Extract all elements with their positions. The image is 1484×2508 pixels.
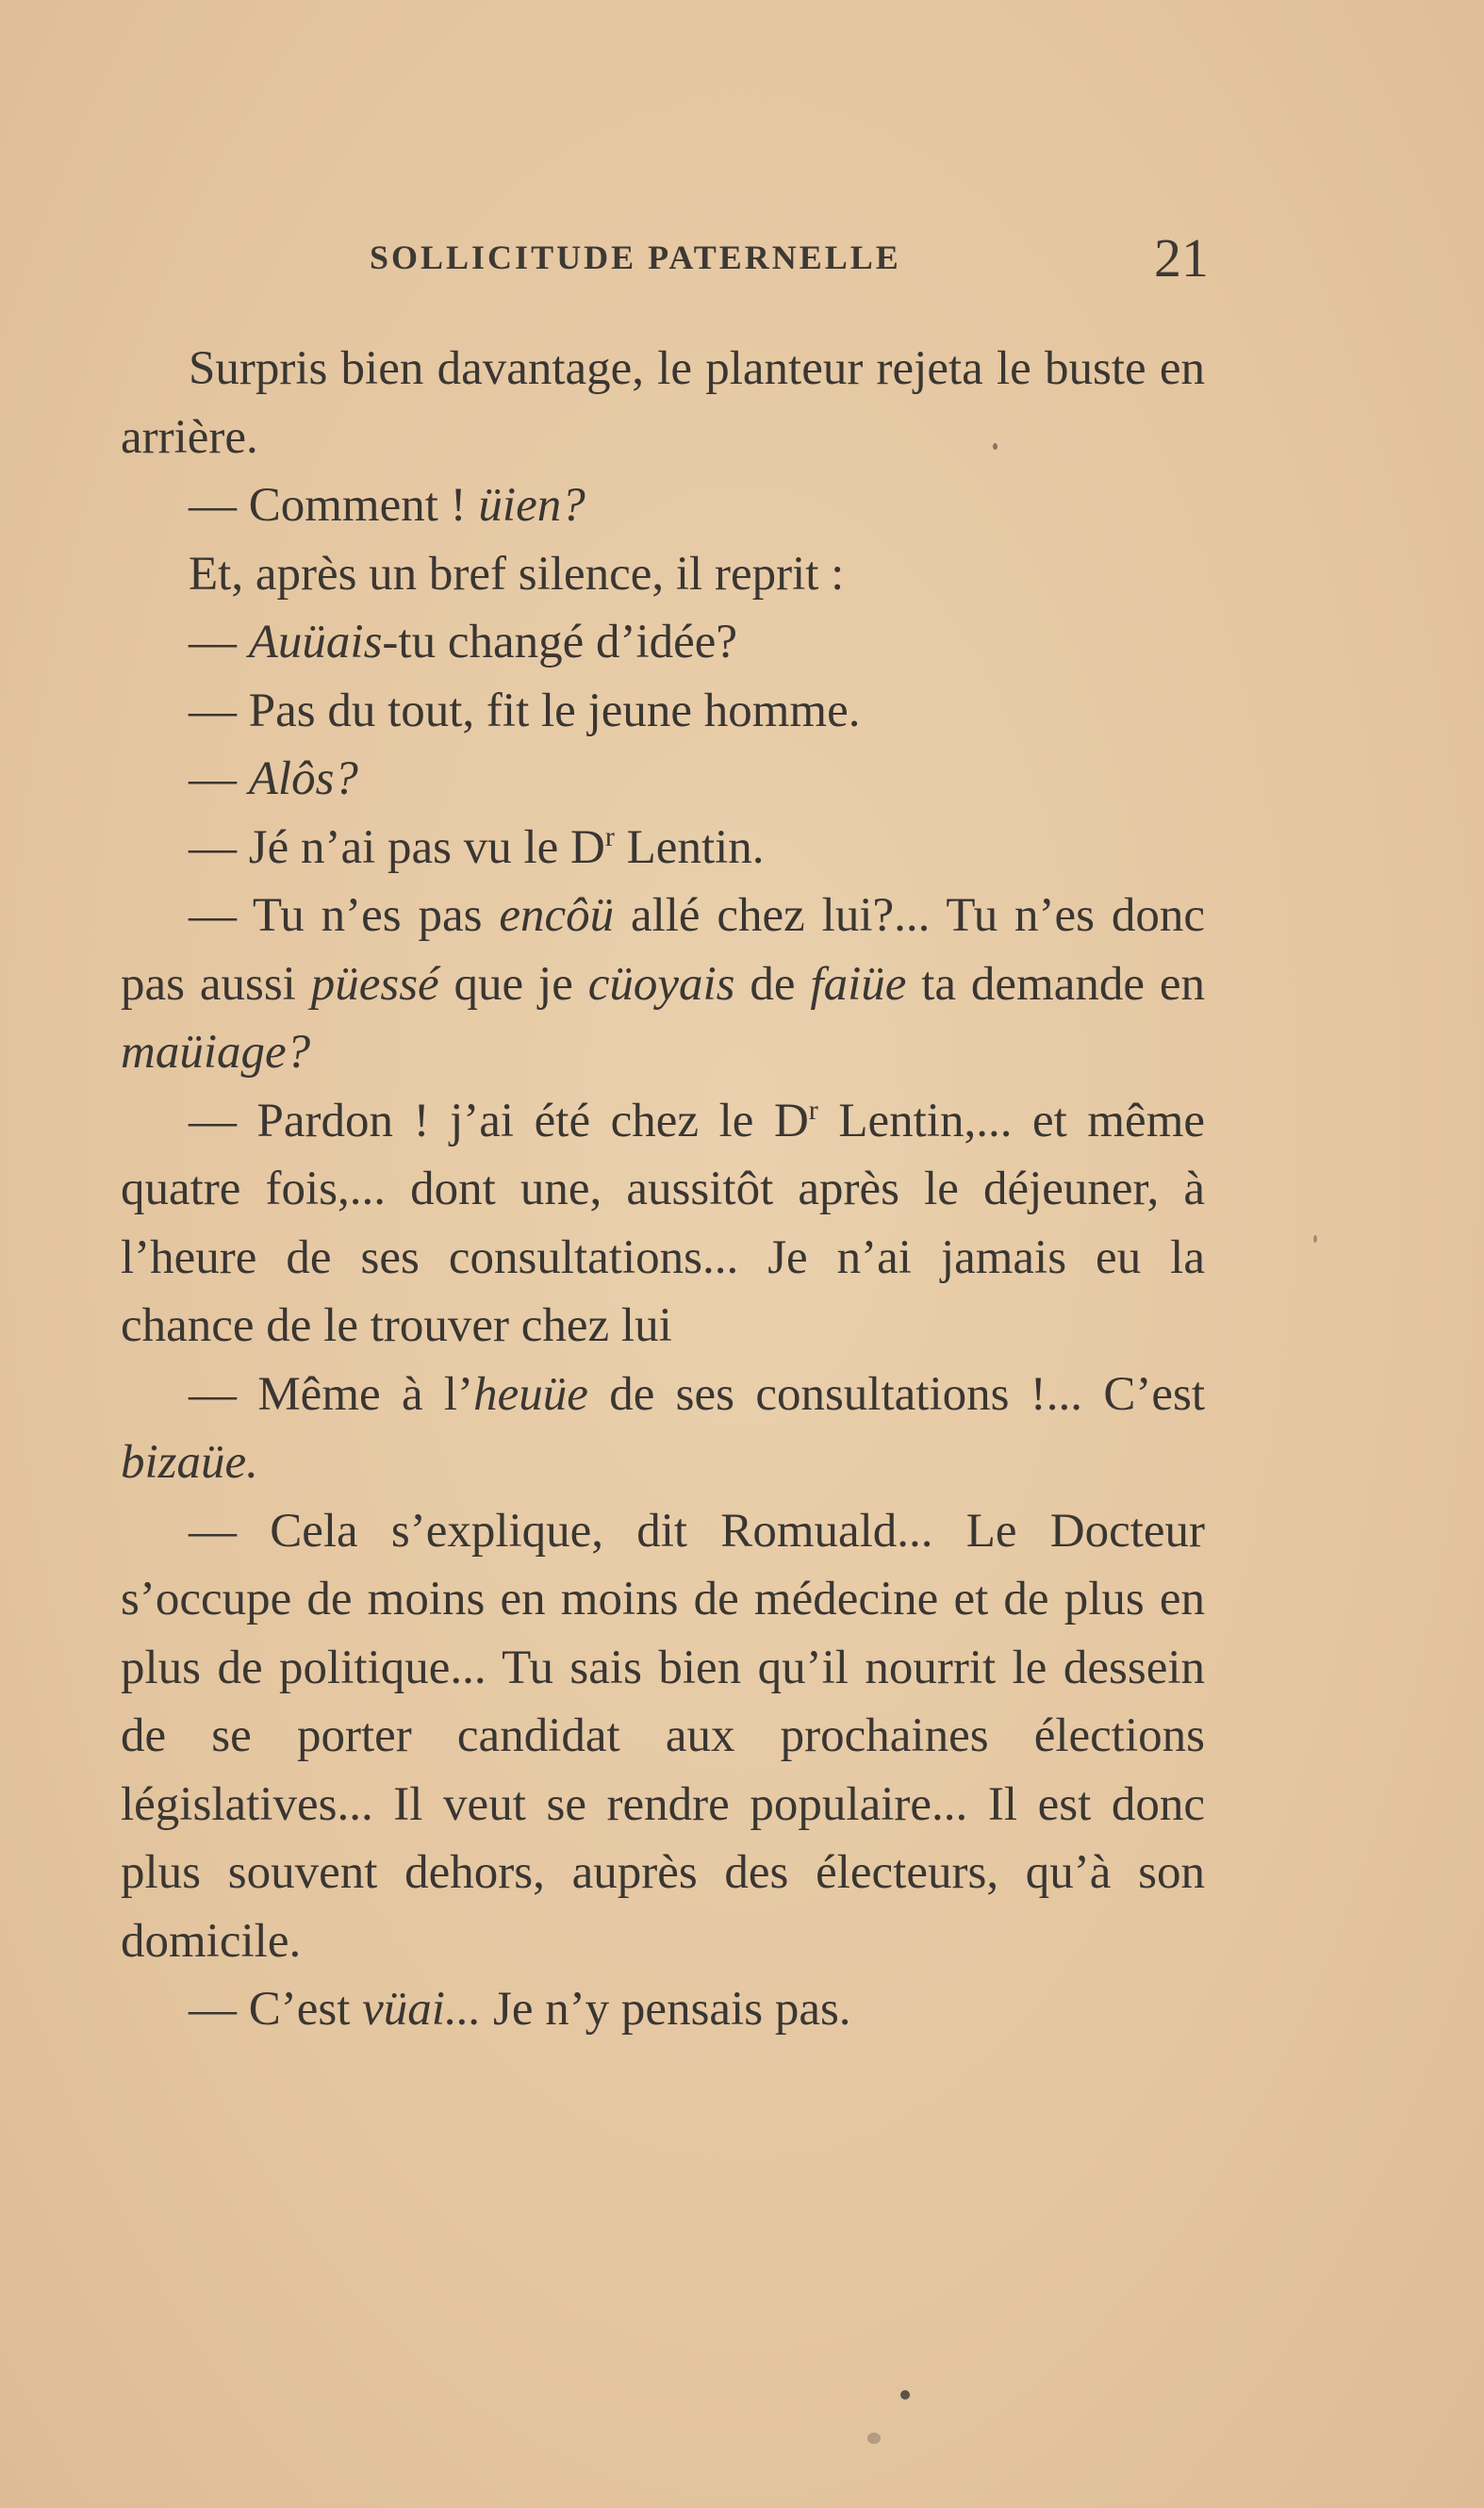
text-segment: Surpris bien davantage, le planteur rejeta le buste en arrière. <box>121 342 1205 464</box>
text-segment: Et, après un bref silence, il reprit : <box>189 547 845 601</box>
italic-text: Auüais <box>248 616 383 668</box>
text-segment: que je <box>438 957 588 1011</box>
text-segment: — Pas du tout, fit le jeune homme. <box>189 684 861 737</box>
text-segment: — Tu n’es pas <box>189 889 500 942</box>
dialogue-line <box>121 745 1205 814</box>
dialogue-line <box>121 608 1205 677</box>
dialogue-line <box>121 471 1205 540</box>
italic-text: vüai... <box>362 1983 482 2036</box>
paragraph <box>121 540 1205 609</box>
paper-speck <box>900 2390 910 2400</box>
text-segment: Je n’y pensais pas. <box>481 1983 851 2036</box>
text-segment: Lentin. <box>614 820 765 874</box>
italic-text: encôü <box>499 889 615 942</box>
text-segment: — Cela s’explique, dit Romuald... Le Docteur s’occupe de moins en moins de médecine et de plus en plus de politique... Tu sais bien qu’il nourrit le dessein de se porter candidat aux prochaines élections législatives... Il veut se rendre populaire... Il est donc plus souvent dehors, auprès des électeurs, qu’à son domicile. <box>121 1504 1205 1968</box>
text-segment: Lentin,... et même quatre fois,... dont une, aussitôt après le déjeuner, à l’heure de ses consultations... Je n’ai jamais eu la chance de le trouver chez lui <box>121 1094 1206 1352</box>
text-segment: de ses consultations !... C’est <box>587 1367 1206 1421</box>
dialogue-line <box>121 677 1205 746</box>
dialogue-line <box>121 1975 1205 2044</box>
superscript-text: r <box>604 820 615 852</box>
italic-text: Alôs? <box>248 752 358 805</box>
italic-text: üien? <box>478 479 585 532</box>
dialogue-line <box>121 814 1205 883</box>
italic-text: cüoyais <box>587 957 735 1011</box>
text-segment: — <box>189 752 249 805</box>
paper-speck <box>993 443 998 450</box>
dialogue-line <box>121 1497 1205 1976</box>
italic-text: püessé <box>310 957 439 1011</box>
text-segment: — Pardon ! j’ai été chez le D <box>189 1094 809 1147</box>
italic-text: heuüe <box>473 1367 588 1421</box>
text-segment: — Même à l’ <box>189 1367 474 1421</box>
page-body-text <box>121 335 1205 2044</box>
text-segment: — <box>189 616 249 668</box>
italic-text: bizaüe. <box>121 1436 258 1489</box>
paragraph <box>121 335 1205 471</box>
superscript-text: r <box>808 1094 818 1126</box>
dialogue-line <box>121 1361 1205 1497</box>
text-segment: — C’est <box>189 1983 363 2036</box>
dialogue-line <box>121 1087 1205 1361</box>
text-segment: allé chez lui?... Tu n’es donc pas aussi <box>121 889 1205 1011</box>
text-segment: ta demande en <box>906 957 1206 1011</box>
paper-speck <box>867 2433 881 2444</box>
text-segment: de <box>734 957 811 1011</box>
text-segment: — Comment ! <box>189 479 479 532</box>
paper-speck <box>1313 1235 1317 1243</box>
italic-text: maüiage? <box>121 1026 311 1079</box>
italic-text: faiüe <box>810 957 907 1011</box>
page-header <box>370 226 1209 289</box>
running-head: SOLLICITUDE PATERNELLE <box>370 239 901 276</box>
page-number: 21 <box>1154 227 1209 289</box>
text-segment: -tu changé d’idée? <box>382 616 738 668</box>
text-segment: — Jé n’ai pas vu le D <box>189 820 605 874</box>
dialogue-line <box>121 882 1205 1087</box>
